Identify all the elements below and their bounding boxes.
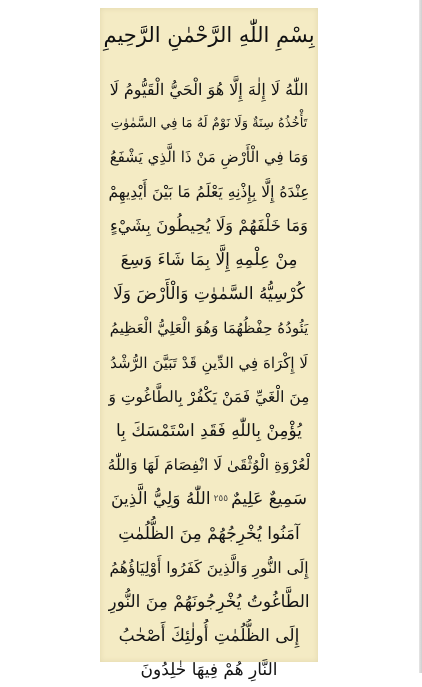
verse-line-text: إِلَى النُّورِ وَالَّذِينَ كَفَرُوا أَوْلِيَاؤُهُمُ: [109, 558, 309, 577]
verse-line-text: إِلَى الظُّلُمٰتِ أُولٰئِكَ أَصْحٰبُ: [118, 626, 300, 647]
verse-line-text: مِنْ عِلْمِهِ إِلَّا بِمَا شَاءَ وَسِعَ: [120, 250, 298, 271]
verse-line: [108, 106, 310, 140]
verse-line: [108, 346, 310, 380]
verse-line-text: عِنْدَهُ إِلَّا بِإِذْنِهِ يَعْلَمُ مَا بَيْنَ أَيْدِيهِمْ: [108, 182, 310, 201]
verse-text-block: [108, 72, 310, 687]
basmala-heading: بِسْمِ اللّٰهِ الرَّحْمٰنِ الرَّحِيمِ: [103, 23, 315, 47]
verse-line-text: وَمَا فِي الْأَرْضِ مَنْ ذَا الَّذِي يَشْفَعُ: [109, 148, 309, 167]
verse-line: [108, 482, 310, 516]
verse-line: [108, 209, 310, 243]
verse-line: [108, 585, 310, 619]
verse-line: [108, 380, 310, 414]
verse-line-text: يُؤْمِنْ بِاللّٰهِ فَقَدِ اسْتَمْسَكَ بِا: [116, 420, 302, 441]
verse-line: [108, 243, 310, 277]
verse-line: [108, 277, 310, 311]
verse-line-text: اللّٰهُ لَا إِلٰهَ إِلَّا هُوَ الْحَيُّ الْقَيُّومُ لَا: [109, 79, 309, 99]
verse-line: [108, 653, 310, 687]
verse-line-text: النَّارِ هُمْ فِيهَا خٰلِدُونَ: [140, 660, 278, 681]
verse-line-text: يَئُودُهُ حِفْظُهُمَا وَهُوَ الْعَلِيُّ الْعَظِيمُ: [109, 319, 309, 338]
verse-line-text: الطَّاغُوتُ يُخْرِجُونَهُمْ مِنَ النُّورِ: [108, 591, 310, 612]
verse-line: [108, 516, 310, 550]
verse-line-text: وَمَا خَلْفَهُمْ وَلَا يُحِيطُونَ بِشَيْءٍ: [110, 216, 309, 236]
verse-line-text: تَأْخُذُهُ سِنَةٌ وَلَا نَوْمٌ لَهُ مَا فِي السَّمٰوٰتِ: [110, 115, 308, 131]
verse-line: [108, 414, 310, 448]
calligraphy-panel: [100, 8, 318, 681]
verse-number-mark: ٢٥٥: [213, 494, 229, 505]
verse-line-text: لْعُرْوَةِ الْوُثْقَىٰ لَا انْفِصَامَ لَهَا وَاللّٰهُ: [108, 456, 310, 475]
verse-line: [108, 175, 310, 209]
verse-line-text: آمَنُوا يُخْرِجُهُمْ مِنَ الظُّلُمٰتِ: [118, 523, 300, 544]
verse-line: [108, 311, 310, 345]
verse-line-text: لَا إِكْرَاهَ فِي الدِّينِ قَدْ تَبَيَّنَ الرُّشْدُ: [110, 353, 308, 372]
verse-line-text: كُرْسِيُّهُ السَّمٰوٰتِ وَالْأَرْضَ وَلَا: [113, 284, 305, 305]
verse-line: [108, 448, 310, 482]
verse-line: [108, 140, 310, 174]
verse-line: [108, 72, 310, 106]
verse-line-text: سَمِيعٌ عَلِيمٌ: [231, 489, 307, 510]
verse-line-text-continued: اللّٰهُ وَلِيُّ الَّذِينَ: [111, 489, 211, 510]
verse-line: [108, 551, 310, 585]
verse-line-text: مِنَ الْغَيِّ فَمَنْ يَكْفُرْ بِالطَّاغُوتِ وَ: [108, 387, 310, 406]
verse-line: [108, 619, 310, 653]
